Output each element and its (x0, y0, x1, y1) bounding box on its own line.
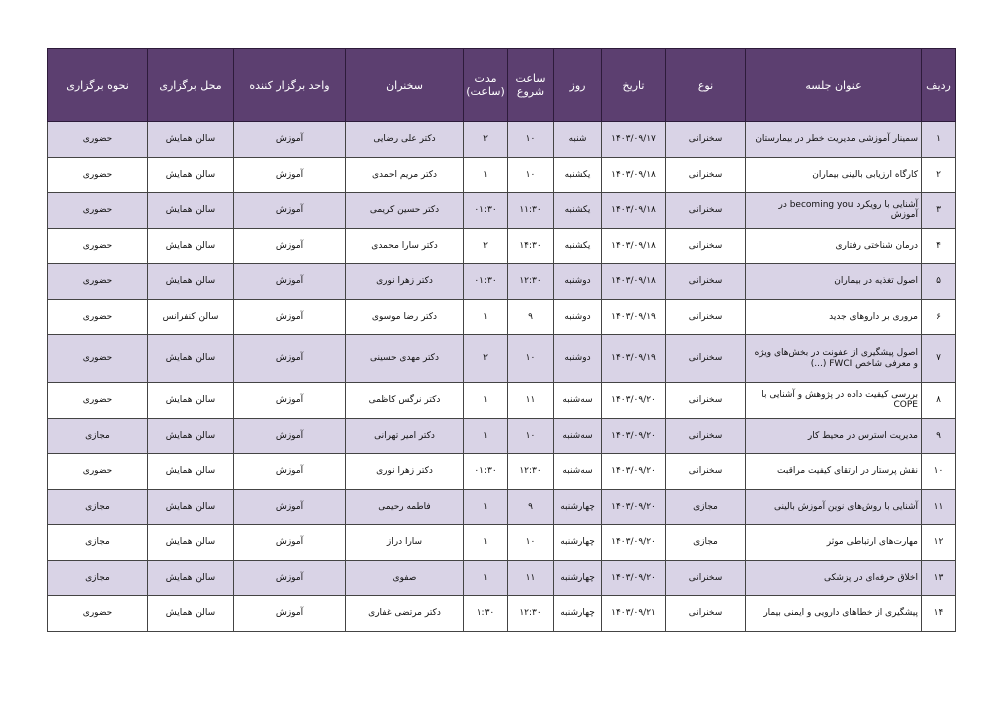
cell-organizer: آموزش (234, 418, 346, 454)
cell-organizer: آموزش (234, 264, 346, 300)
cell-presenter: صفوی (346, 560, 464, 596)
cell-row-no: ۱۴ (922, 596, 956, 632)
cell-type: سخنرانی (666, 264, 746, 300)
cell-organizer: آموزش (234, 228, 346, 264)
cell-row-no: ۲ (922, 157, 956, 193)
table-row (48, 596, 956, 632)
cell-presenter: دکتر زهرا نوری (346, 264, 464, 300)
cell-date: ۱۴۰۳/۰۹/۱۸ (602, 193, 666, 229)
cell-venue: سالن همایش (148, 454, 234, 490)
cell-topic: مروری بر داروهای جدید (746, 299, 922, 335)
table-row (48, 560, 956, 596)
cell-type: مجازی (666, 489, 746, 525)
cell-presenter: دکتر حسین کریمی (346, 193, 464, 229)
cell-mode: مجازی (48, 489, 148, 525)
cell-organizer: آموزش (234, 454, 346, 490)
cell-presenter: دکتر سارا محمدی (346, 228, 464, 264)
cell-day: یکشنبه (554, 193, 602, 229)
cell-mode: حضوری (48, 454, 148, 490)
cell-day: چهارشنبه (554, 560, 602, 596)
cell-day: یکشنبه (554, 157, 602, 193)
table-row (48, 228, 956, 264)
cell-start-time: ۱۲:۳۰ (508, 596, 554, 632)
cell-organizer: آموزش (234, 122, 346, 158)
cell-date: ۱۴۰۳/۰۹/۲۰ (602, 525, 666, 561)
table-row (48, 299, 956, 335)
header-venue: محل برگزاری (148, 49, 234, 122)
cell-topic: پیشگیری از خطاهای دارویی و ایمنی بیمار (746, 596, 922, 632)
cell-type: سخنرانی (666, 335, 746, 383)
cell-duration: ۱:۳۰ (464, 596, 508, 632)
cell-duration: ۱ (464, 560, 508, 596)
table-row (48, 489, 956, 525)
cell-presenter: دکتر رضا موسوی (346, 299, 464, 335)
cell-row-no: ۴ (922, 228, 956, 264)
cell-date: ۱۴۰۳/۰۹/۱۹ (602, 335, 666, 383)
cell-day: دوشنبه (554, 335, 602, 383)
cell-type: مجازی (666, 525, 746, 561)
header-organizer: واحد برگزار کننده (234, 49, 346, 122)
cell-venue: سالن همایش (148, 525, 234, 561)
cell-venue: سالن همایش (148, 560, 234, 596)
cell-duration: ۱ (464, 299, 508, 335)
cell-topic: بررسی کیفیت داده در پژوهش و آشنایی با COPE (746, 383, 922, 419)
cell-mode: مجازی (48, 525, 148, 561)
cell-mode: حضوری (48, 228, 148, 264)
cell-date: ۱۴۰۳/۰۹/۱۸ (602, 264, 666, 300)
cell-date: ۱۴۰۳/۰۹/۲۰ (602, 489, 666, 525)
cell-day: چهارشنبه (554, 489, 602, 525)
cell-venue: سالن همایش (148, 193, 234, 229)
cell-row-no: ۳ (922, 193, 956, 229)
cell-topic: کارگاه ارزیابی بالینی بیماران (746, 157, 922, 193)
cell-duration: ۱ (464, 525, 508, 561)
header-row-no: ردیف (922, 49, 956, 122)
cell-start-time: ۹ (508, 299, 554, 335)
cell-date: ۱۴۰۳/۰۹/۲۰ (602, 560, 666, 596)
cell-date: ۱۴۰۳/۰۹/۲۱ (602, 596, 666, 632)
header-mode: نحوه برگزاری (48, 49, 148, 122)
table-row (48, 454, 956, 490)
cell-duration: ۰۱:۳۰ (464, 193, 508, 229)
cell-type: سخنرانی (666, 228, 746, 264)
cell-start-time: ۱۰ (508, 525, 554, 561)
cell-venue: سالن همایش (148, 228, 234, 264)
cell-topic: آشنایی با رویکرد becoming you در آموزش (746, 193, 922, 229)
cell-row-no: ۵ (922, 264, 956, 300)
cell-type: سخنرانی (666, 157, 746, 193)
cell-day: شنبه (554, 122, 602, 158)
cell-organizer: آموزش (234, 383, 346, 419)
cell-presenter: دکتر مرتضی غفاری (346, 596, 464, 632)
cell-venue: سالن کنفرانس (148, 299, 234, 335)
cell-organizer: آموزش (234, 489, 346, 525)
cell-presenter: دکتر نرگس کاظمی (346, 383, 464, 419)
cell-type: سخنرانی (666, 596, 746, 632)
cell-mode: حضوری (48, 596, 148, 632)
cell-day: سه‌شنبه (554, 454, 602, 490)
cell-start-time: ۱۰ (508, 157, 554, 193)
table-row (48, 157, 956, 193)
cell-mode: مجازی (48, 418, 148, 454)
cell-presenter: فاطمه رحیمی (346, 489, 464, 525)
cell-start-time: ۱۰ (508, 335, 554, 383)
cell-topic: اخلاق حرفه‌ای در پزشکی (746, 560, 922, 596)
cell-topic: درمان شناختی رفتاری (746, 228, 922, 264)
cell-start-time: ۱۱ (508, 383, 554, 419)
cell-date: ۱۴۰۳/۰۹/۲۰ (602, 418, 666, 454)
cell-start-time: ۱۱ (508, 560, 554, 596)
cell-topic: سمینار آموزشی مدیریت خطر در بیمارستان (746, 122, 922, 158)
cell-start-time: ۹ (508, 489, 554, 525)
cell-type: سخنرانی (666, 383, 746, 419)
cell-start-time: ۱۲:۳۰ (508, 454, 554, 490)
cell-topic: اصول تغذیه در بیماران (746, 264, 922, 300)
header-type: نوع (666, 49, 746, 122)
cell-duration: ۲ (464, 228, 508, 264)
cell-row-no: ۷ (922, 335, 956, 383)
cell-mode: حضوری (48, 264, 148, 300)
cell-mode: حضوری (48, 157, 148, 193)
cell-row-no: ۱ (922, 122, 956, 158)
cell-duration: ۲ (464, 335, 508, 383)
cell-organizer: آموزش (234, 335, 346, 383)
cell-mode: حضوری (48, 383, 148, 419)
cell-row-no: ۸ (922, 383, 956, 419)
cell-date: ۱۴۰۳/۰۹/۲۰ (602, 454, 666, 490)
cell-organizer: آموزش (234, 193, 346, 229)
cell-type: سخنرانی (666, 193, 746, 229)
cell-venue: سالن همایش (148, 157, 234, 193)
cell-type: سخنرانی (666, 454, 746, 490)
cell-duration: ۱ (464, 418, 508, 454)
cell-row-no: ۱۱ (922, 489, 956, 525)
cell-start-time: ۱۰ (508, 418, 554, 454)
table-row (48, 418, 956, 454)
cell-topic: مدیریت استرس در محیط کار (746, 418, 922, 454)
cell-date: ۱۴۰۳/۰۹/۲۰ (602, 383, 666, 419)
cell-organizer: آموزش (234, 596, 346, 632)
header-day: روز (554, 49, 602, 122)
cell-day: دوشنبه (554, 264, 602, 300)
cell-mode: حضوری (48, 193, 148, 229)
header-topic: عنوان جلسه (746, 49, 922, 122)
schedule-table (47, 48, 956, 632)
cell-organizer: آموزش (234, 560, 346, 596)
cell-organizer: آموزش (234, 299, 346, 335)
cell-date: ۱۴۰۳/۰۹/۱۹ (602, 299, 666, 335)
table-row (48, 383, 956, 419)
cell-topic: اصول پیشگیری از عفونت در بخش‌های ویژه و معرفی شاخص FWCI (...) (746, 335, 922, 383)
cell-row-no: ۱۰ (922, 454, 956, 490)
cell-row-no: ۹ (922, 418, 956, 454)
cell-duration: ۰۱:۳۰ (464, 264, 508, 300)
cell-presenter: دکتر مریم احمدی (346, 157, 464, 193)
header-row (48, 49, 956, 122)
cell-venue: سالن همایش (148, 596, 234, 632)
table-row (48, 525, 956, 561)
cell-type: سخنرانی (666, 122, 746, 158)
cell-day: سه‌شنبه (554, 418, 602, 454)
cell-mode: مجازی (48, 560, 148, 596)
cell-mode: حضوری (48, 335, 148, 383)
cell-date: ۱۴۰۳/۰۹/۱۸ (602, 228, 666, 264)
table-row (48, 335, 956, 383)
cell-row-no: ۱۲ (922, 525, 956, 561)
cell-type: سخنرانی (666, 418, 746, 454)
cell-presenter: سارا دراز (346, 525, 464, 561)
cell-topic: نقش پرستار در ارتقای کیفیت مراقبت (746, 454, 922, 490)
cell-date: ۱۴۰۳/۰۹/۱۷ (602, 122, 666, 158)
header-presenter: سخنران (346, 49, 464, 122)
cell-topic: آشنایی با روش‌های نوین آموزش بالینی (746, 489, 922, 525)
cell-day: دوشنبه (554, 299, 602, 335)
cell-venue: سالن همایش (148, 383, 234, 419)
header-start-time: ساعت شروع (508, 49, 554, 122)
cell-type: سخنرانی (666, 560, 746, 596)
cell-duration: ۰۱:۳۰ (464, 454, 508, 490)
cell-day: یکشنبه (554, 228, 602, 264)
cell-mode: حضوری (48, 299, 148, 335)
cell-organizer: آموزش (234, 525, 346, 561)
cell-topic: مهارت‌های ارتباطی موثر (746, 525, 922, 561)
cell-presenter: دکتر مهدی حسینی (346, 335, 464, 383)
cell-day: سه‌شنبه (554, 383, 602, 419)
table-row (48, 264, 956, 300)
cell-day: چهارشنبه (554, 596, 602, 632)
cell-row-no: ۶ (922, 299, 956, 335)
table-row (48, 193, 956, 229)
cell-venue: سالن همایش (148, 335, 234, 383)
cell-start-time: ۱۴:۳۰ (508, 228, 554, 264)
cell-start-time: ۱۰ (508, 122, 554, 158)
cell-start-time: ۱۱:۳۰ (508, 193, 554, 229)
cell-duration: ۲ (464, 122, 508, 158)
cell-mode: حضوری (48, 122, 148, 158)
cell-venue: سالن همایش (148, 122, 234, 158)
cell-duration: ۱ (464, 489, 508, 525)
cell-duration: ۱ (464, 157, 508, 193)
cell-date: ۱۴۰۳/۰۹/۱۸ (602, 157, 666, 193)
cell-organizer: آموزش (234, 157, 346, 193)
cell-presenter: دکتر امیر تهرانی (346, 418, 464, 454)
cell-type: سخنرانی (666, 299, 746, 335)
cell-venue: سالن همایش (148, 418, 234, 454)
cell-presenter: دکتر علی رضایی (346, 122, 464, 158)
cell-row-no: ۱۳ (922, 560, 956, 596)
header-date: تاریخ (602, 49, 666, 122)
cell-day: چهارشنبه (554, 525, 602, 561)
cell-venue: سالن همایش (148, 489, 234, 525)
cell-start-time: ۱۲:۳۰ (508, 264, 554, 300)
cell-presenter: دکتر زهرا نوری (346, 454, 464, 490)
table-row (48, 122, 956, 158)
cell-duration: ۱ (464, 383, 508, 419)
cell-venue: سالن همایش (148, 264, 234, 300)
header-duration: مدت (ساعت) (464, 49, 508, 122)
